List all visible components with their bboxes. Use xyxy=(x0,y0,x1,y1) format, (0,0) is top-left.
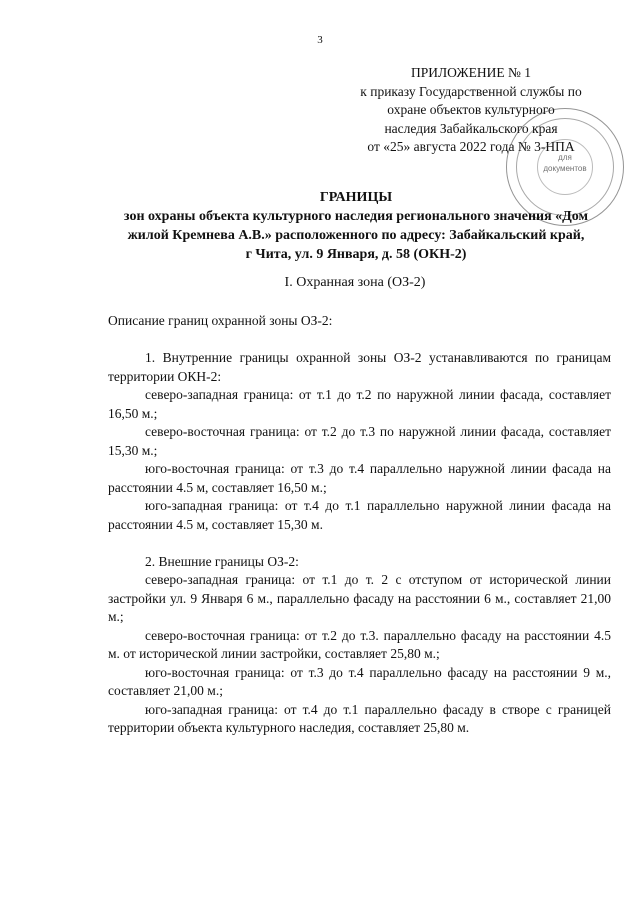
outer-boundary-item: юго-восточная граница: от т.3 до т.4 параллельно фасаду на расстоянии 9 м., составляет 21,00 м.; xyxy=(108,664,611,698)
appendix-line: охране объектов культурного xyxy=(387,102,555,117)
appendix-title: ПРИЛОЖЕНИЕ № 1 xyxy=(410,65,532,80)
inner-boundaries-intro: 1. Внутренние границы охранной зоны ОЗ-2 устанавливаются по границам территории ОКН-2: xyxy=(108,350,611,384)
inner-boundary-item: юго-восточная граница: от т.3 до т.4 параллельно наружной линии фасада на расстоянии 4.5 м, составляет 16,50 м.; xyxy=(108,461,611,495)
seal-text: для xyxy=(558,153,572,162)
appendix-line: наследия Забайкальского края xyxy=(384,120,558,136)
outer-boundary-item: юго-западная граница: от т.4 до т.1 параллельно фасаду в створе с границей территории объекта культурного наследия, составляет 25,80 м. xyxy=(108,701,611,735)
appendix-line: к приказу Государственной службы по xyxy=(360,83,582,99)
section-title: I. Охранная зона (ОЗ-2) xyxy=(284,275,426,290)
description-heading: Описание границ охранной зоны ОЗ-2: xyxy=(108,313,333,328)
title-line: г Чита, ул. 9 Января, д. 58 (ОКН-2) xyxy=(245,247,467,262)
inner-boundary-item: северо-восточная граница: от т.2 до т.3 по наружной линии фасада, составляет 15,30 м.; xyxy=(108,424,611,458)
outer-boundary-item: северо-восточная граница: от т.2 до т.3. параллельно фасаду на расстоянии 4.5 м. от исторической линии застройки, составляет 25,80 м.; xyxy=(108,627,611,661)
document-body xyxy=(108,312,611,738)
paragraph-gap xyxy=(108,534,611,553)
title-line: жилой Кремнева А.В.» расположенного по адресу: Забайкальский край, xyxy=(127,228,585,243)
outer-boundaries-intro: 2. Внешние границы ОЗ-2: xyxy=(145,553,299,569)
seal-text: документов xyxy=(543,164,587,173)
inner-boundary-item: юго-западная граница: от т.4 до т.1 параллельно наружной линии фасада на расстоянии 4.5 м, составляет 15,30 м. xyxy=(108,498,611,532)
outer-boundary-item: северо-западная граница: от т.1 до т. 2 с отступом от исторической линии застройки ул. 9 Января 6 м., параллельно фасаду на расстоянии 6 м., составляет 21,00 м.; xyxy=(108,572,611,624)
title-line: зон охраны объекта культурного наследия регионального значения «Дом xyxy=(123,209,589,224)
title-heading: ГРАНИЦЫ xyxy=(319,190,393,205)
appendix-date-line: от «25» августа 2022 года № 3-НПА xyxy=(367,139,575,154)
document-title xyxy=(96,188,616,264)
inner-boundary-item: северо-западная граница: от т.1 до т.2 по наружной линии фасада, составляет 16,50 м.; xyxy=(108,387,611,421)
page-number: 3 xyxy=(317,34,323,46)
